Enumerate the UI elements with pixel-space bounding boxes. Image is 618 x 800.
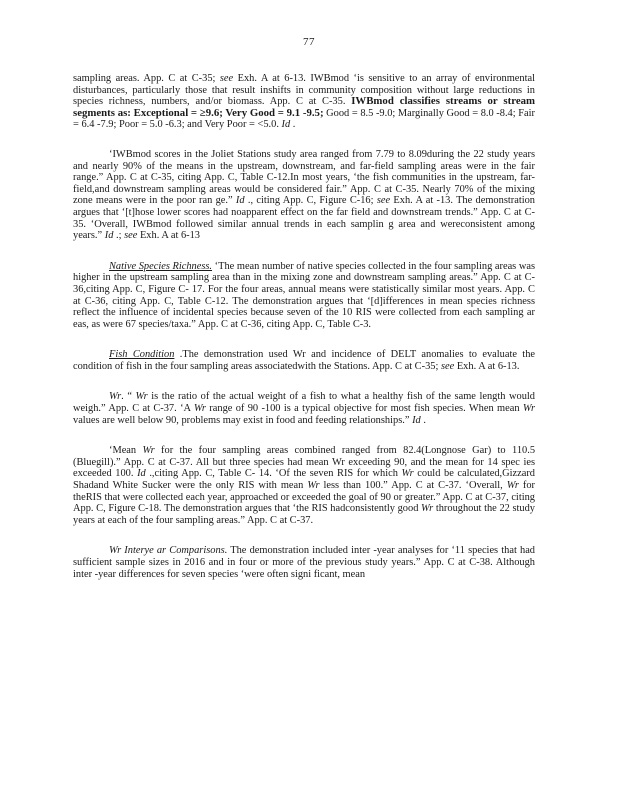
- text-run: ‘IWBmod scores in the Joliet Stations study area ranged from 7.79 to 8.09during the 22 study years and nearly 90% of the means in the upstream, downstream, and far-field sampling areas were in the fair range.” App. C at C-35, citing App. C, Table C-12.In most years, ‘the fish communities in the upstream, far-field,and downstream sampling areas would be considered fair.” App. C at C-35. Nearly 70% of the mixing zone means were in the poor ran ge.”: [73, 148, 535, 207]
- citation-signal: see: [440, 360, 455, 372]
- text-run: ., citing App. C, Figure C-16;: [244, 195, 377, 207]
- term-wr: Wr: [421, 503, 434, 515]
- text-run: is the ratio of the actual weight of a fish to what a healthy fish of the same length would weigh.” App. C at C-37. ‘A: [73, 391, 536, 415]
- section-heading: Wr Interye ar Comparisons.: [109, 545, 228, 557]
- text-run: could be calculated,Gizzard Shadand White Sucker were the only RIS with mean: [73, 468, 536, 492]
- page-number: 77: [303, 36, 315, 48]
- citation-signal: Id: [235, 195, 245, 207]
- term-wr: Wr: [522, 403, 535, 415]
- term-wr: Wr: [401, 468, 414, 480]
- text-run: throughout the 22 study years at each of the four sampling areas.” App. C at C-37.: [73, 503, 536, 526]
- text-run: . “: [121, 391, 136, 403]
- section-heading: Wr: [109, 391, 122, 403]
- term-wr: Wr: [506, 480, 519, 492]
- text-run: sampling areas. App. C at C-35;: [73, 73, 220, 84]
- text-run: Exh. A at -13. The demonstration argues that ‘[t]hose lower scores had noapparent effect on the far field and downstream trends.” App. C at C- 35. ‘Overall, IWBmod followed similar annual trends in each samplin g area and wereconsistent among years.”: [73, 195, 535, 242]
- citation-signal: see: [376, 195, 391, 207]
- text-run: less than 100.” App. C at C-37. ‘Overall,: [319, 480, 507, 492]
- paragraph-native-species-richness: [73, 261, 535, 331]
- text-run: The demonstration included inter -year analyses for ‘11 species that had sufficient sample sizes in 2016 and in four or more of the previous study years.” App. C at C-38. Although inter -year differences for seven species ‘were often signi ficant, mean: [73, 545, 535, 580]
- text-run: for theRIS that were collected each year, approached or exceeded the goal of 90 or greater.” App. C at C-37, citing App. C, Figure C-18. The demonstration argues that ‘the RIS hadconsistently good: [73, 480, 535, 515]
- text-run: Exh. A at 6-13.: [454, 360, 520, 372]
- paragraph-iwbmod-scores: [73, 149, 535, 242]
- text-run: for the four sampling areas combined ranged from 82.4(Longnose Gar) to 110.5 (Bluegill).” App. C at C-37. All but three species had mean Wr exceeding 90, and the mean for 14 spec ies exceeded 100.: [73, 445, 536, 480]
- citation-signal: Id: [281, 119, 291, 131]
- paragraph-mean-wr: [73, 445, 535, 526]
- text-run: .;: [113, 230, 125, 242]
- paragraph-wr-definition: [73, 391, 535, 426]
- term-wr: Wr: [307, 480, 320, 492]
- text-run: .: [290, 119, 296, 131]
- term-wr: Wr: [193, 403, 206, 415]
- page-body: [73, 73, 535, 599]
- citation-signal: Id: [104, 230, 114, 242]
- citation-signal: see: [219, 73, 234, 84]
- text-run: .The demonstration used Wr and incidence of DELT anomalies to evaluate the condition of fish in the four sampling areas associatedwith the Stations. App. C at C-35;: [73, 349, 535, 372]
- text-run: range of 90 -100 is a typical objective for most fish species. When mean: [205, 403, 523, 415]
- citation-signal: Id: [137, 468, 146, 480]
- citation-signal: see: [124, 230, 138, 242]
- text-run: ‘Mean: [109, 445, 143, 457]
- paragraph-wr-interyear: [73, 545, 535, 580]
- term-wr: Wr: [135, 391, 148, 403]
- text-run: .,citing App. C, Table C- 14. ‘Of the seven RIS for which: [145, 468, 402, 480]
- text-run: Good = 8.5 -9.0; Marginally Good = 8.0 -8.4; Fair = 6.4 -7.9; Poor = 5.0 -6.3; and Very Poor = <5.0.: [73, 107, 535, 131]
- paragraph-fish-condition: [73, 349, 535, 372]
- text-run: ‘The mean number of native species collected in the four sampling areas was higher in the upstream sampling area than in the mixing zone and downstream sampling areas.” App. C at C-36,citing App. C, Figure C- 17. For the four areas, annual means were statistically similar most years. App. C at C-36, citing App. C, Table C-12. The demonstration argues that ‘[d]ifferences in mean species richness reflect the influence of incidental species because seven of the 10 RIS were collected from each sampling ar eas, as were 67 species/taxa.” App. C at C-36, citing App. C, Table C-3.: [73, 260, 535, 330]
- section-heading: Native Species Richness.: [109, 260, 213, 272]
- section-heading: Fish Condition: [109, 349, 175, 361]
- paragraph-iwbmod-intro: [73, 73, 535, 131]
- text-run: Exh. A at 6-13: [137, 230, 200, 242]
- text-run: .: [420, 414, 426, 426]
- term-wr: Wr: [142, 445, 155, 457]
- text-run: Exh. A at 6-13. IWBmod ‘is sensitive to an array of environmental disturbances, particularly those that result inshifts in community composition without large reductions in species richness, numbers, and/or biomass. App. C at C-35.: [73, 73, 535, 108]
- classification-scale: IWBmod classifies streams or stream segments as: Exceptional = ≥9.6; Very Good = 9.1 -9.5;: [73, 95, 536, 119]
- text-run: values are well below 90, problems may exist in food and feeding relationships.”: [73, 414, 413, 426]
- citation-signal: Id: [412, 414, 421, 426]
